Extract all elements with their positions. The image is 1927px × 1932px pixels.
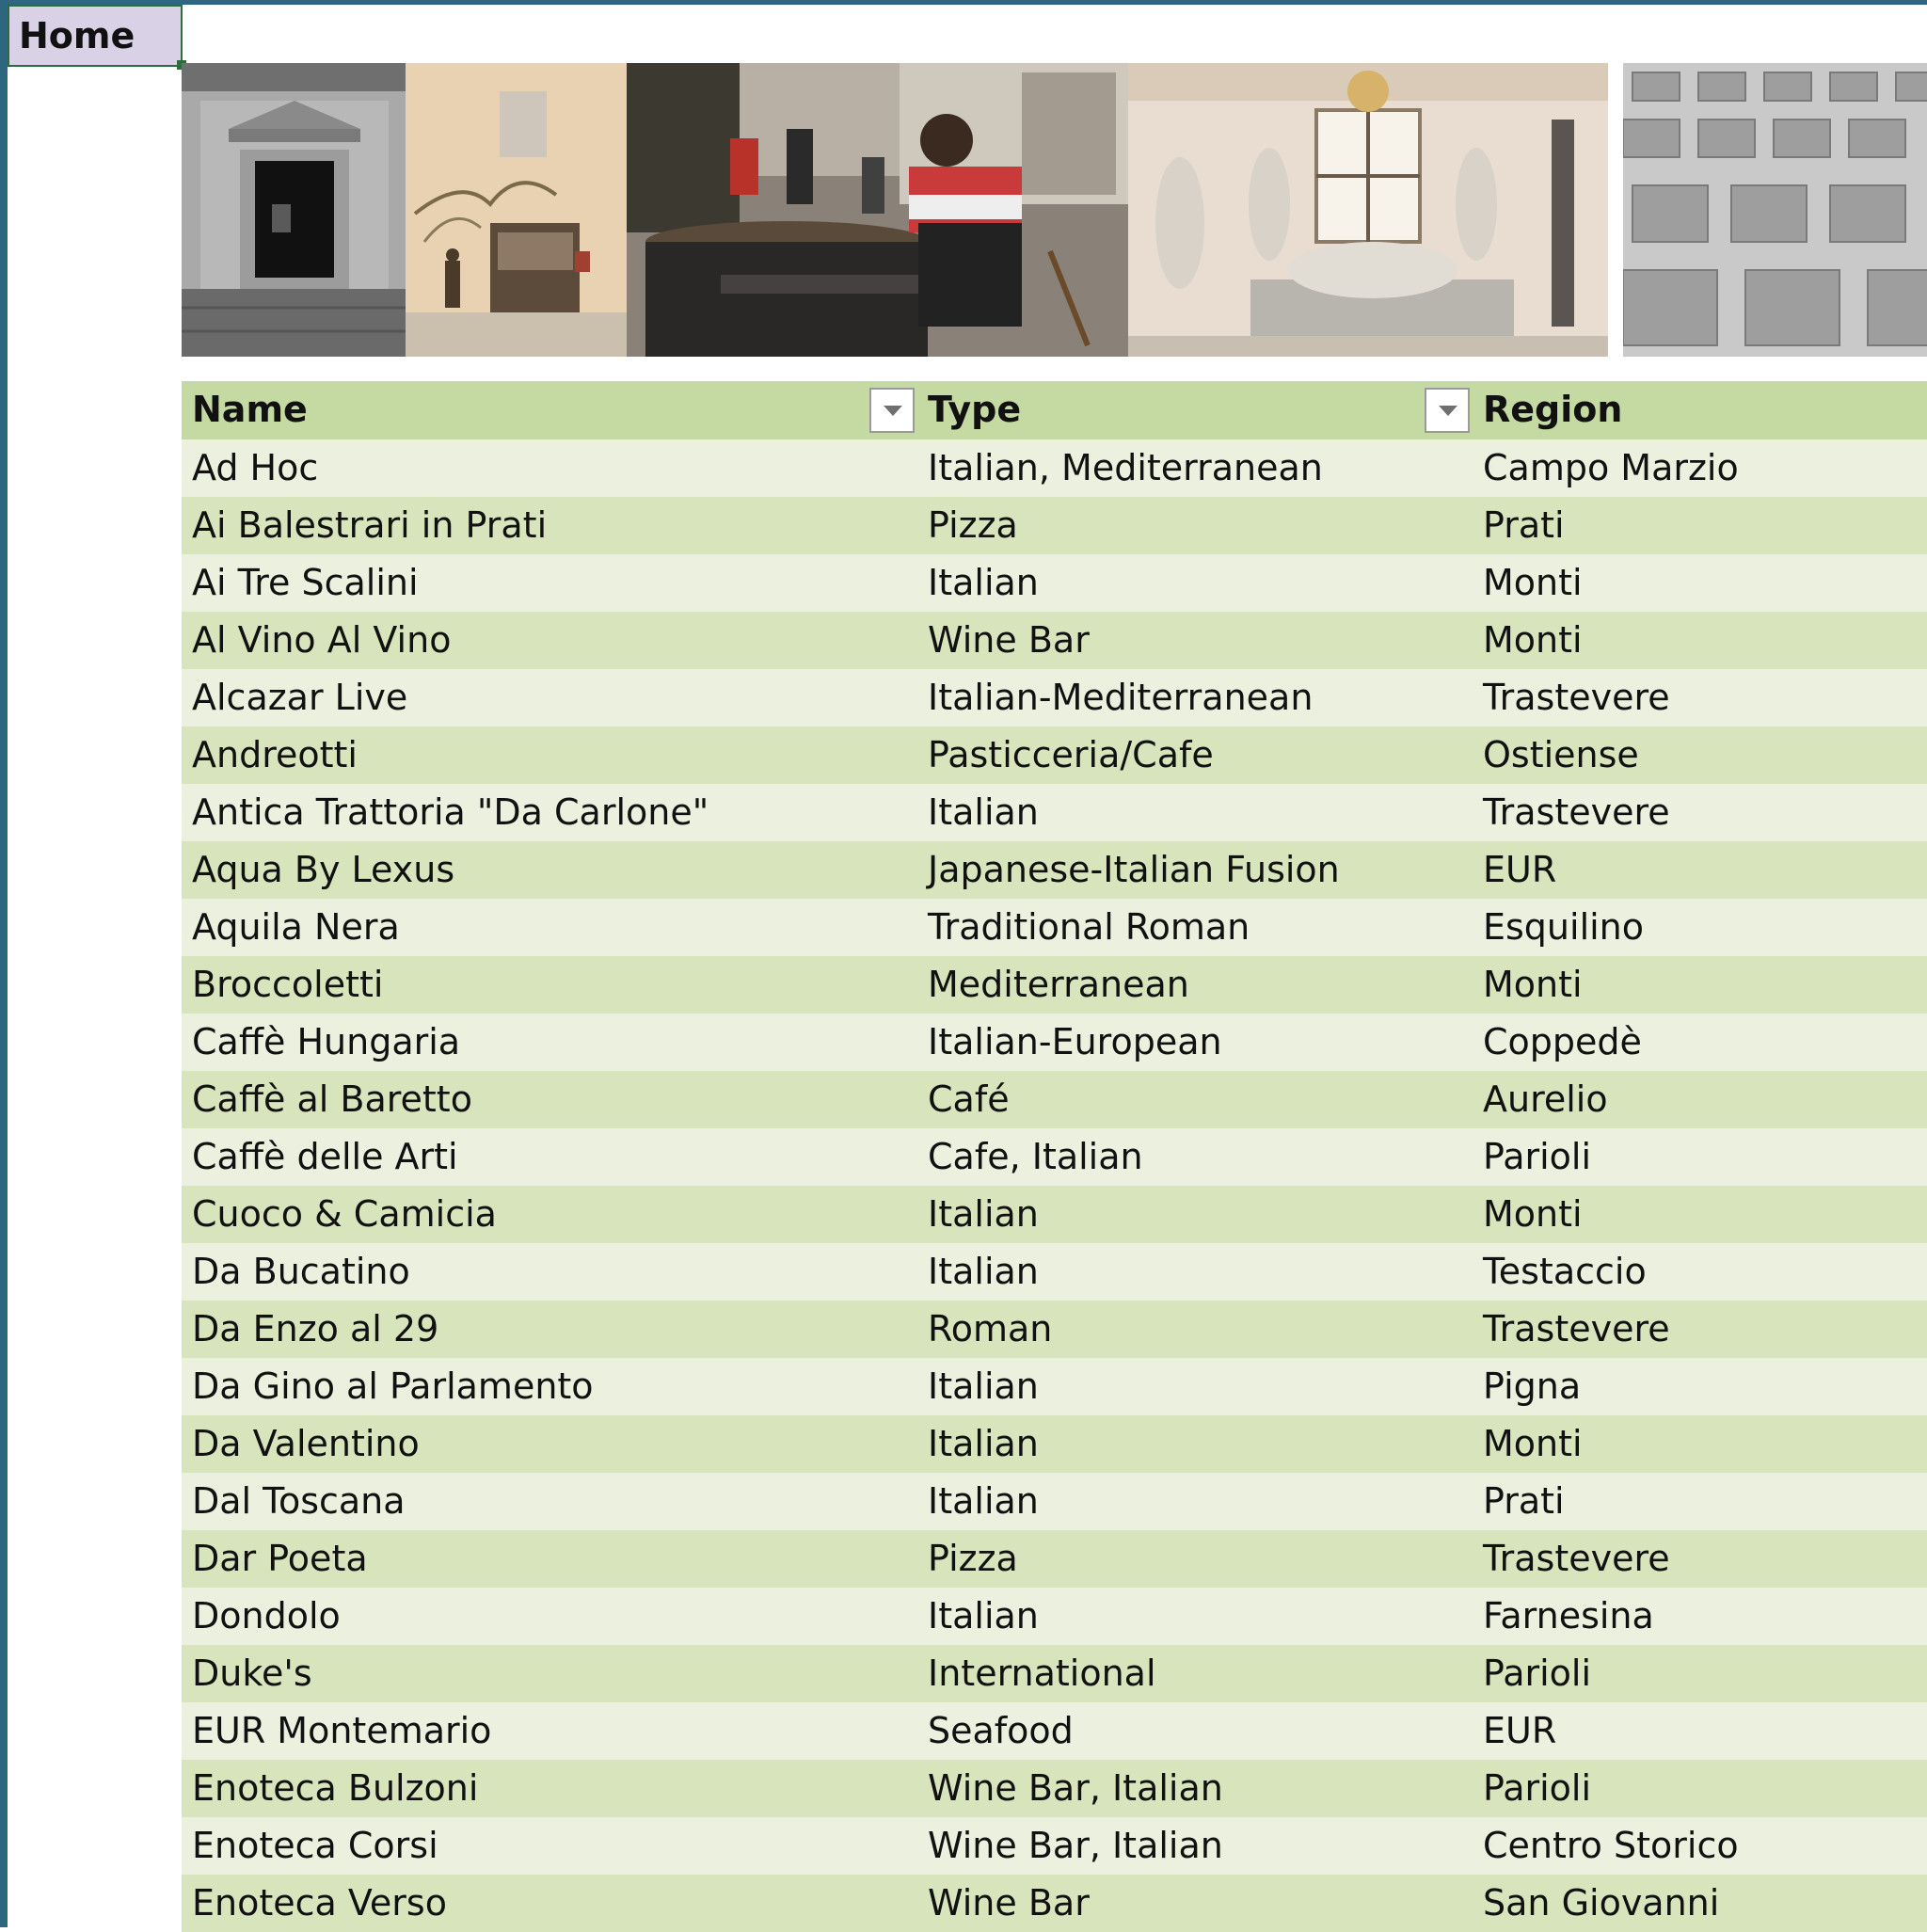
name-cell[interactable]: Al Vino Al Vino xyxy=(192,619,452,661)
name-cell[interactable]: EUR Montemario xyxy=(192,1710,492,1751)
name-cell[interactable]: Antica Trattoria "Da Carlone" xyxy=(192,791,709,833)
type-cell[interactable]: Italian xyxy=(928,1251,1039,1292)
name-cell[interactable]: Da Gino al Parlamento xyxy=(192,1365,594,1407)
table-row[interactable] xyxy=(182,1588,1927,1645)
table-row[interactable] xyxy=(182,1702,1927,1760)
type-cell[interactable]: Italian-European xyxy=(928,1021,1222,1062)
region-cell[interactable]: Trastevere xyxy=(1483,791,1670,833)
region-cell[interactable]: Trastevere xyxy=(1483,677,1670,718)
type-cell[interactable]: International xyxy=(928,1653,1156,1694)
region-cell[interactable]: Aurelio xyxy=(1483,1078,1608,1120)
table-row[interactable] xyxy=(182,1415,1927,1473)
name-cell[interactable]: Aqua By Lexus xyxy=(192,849,455,890)
type-cell[interactable]: Italian xyxy=(928,1423,1039,1464)
type-cell[interactable]: Italian xyxy=(928,1365,1039,1407)
market-vendor-photo xyxy=(627,63,1128,357)
region-cell[interactable]: Prati xyxy=(1483,504,1565,546)
name-cell[interactable]: Enoteca Verso xyxy=(192,1882,447,1924)
name-cell[interactable]: Da Bucatino xyxy=(192,1251,410,1292)
table-row[interactable] xyxy=(182,497,1927,554)
name-cell[interactable]: Ai Balestrari in Prati xyxy=(192,504,548,546)
table-row[interactable] xyxy=(182,1186,1927,1243)
name-cell[interactable]: Ad Hoc xyxy=(192,447,319,488)
name-column-header: Name xyxy=(192,389,308,430)
region-cell[interactable]: Parioli xyxy=(1483,1136,1592,1177)
home-button[interactable]: Home xyxy=(8,5,183,67)
sculpture-gallery-photo xyxy=(1128,63,1608,357)
table-row[interactable] xyxy=(182,1875,1927,1932)
name-cell[interactable]: Dar Poeta xyxy=(192,1538,368,1579)
region-cell[interactable]: Testaccio xyxy=(1483,1251,1647,1292)
name-cell[interactable]: Da Valentino xyxy=(192,1423,420,1464)
region-cell[interactable]: Campo Marzio xyxy=(1483,447,1739,488)
restaurant-table xyxy=(182,381,1927,1932)
table-row[interactable] xyxy=(182,956,1927,1014)
region-cell[interactable]: Pigna xyxy=(1483,1365,1582,1407)
region-cell[interactable]: Ostiense xyxy=(1483,734,1639,775)
chevron-down-icon xyxy=(884,406,902,416)
name-cell[interactable]: Enoteca Corsi xyxy=(192,1825,438,1866)
region-cell[interactable]: EUR xyxy=(1483,1710,1557,1751)
region-cell[interactable]: Farnesina xyxy=(1483,1595,1654,1637)
name-cell[interactable]: Dal Toscana xyxy=(192,1480,406,1522)
table-row[interactable] xyxy=(182,1760,1927,1817)
region-cell[interactable]: Coppedè xyxy=(1483,1021,1642,1062)
type-cell[interactable]: Cafe, Italian xyxy=(928,1136,1143,1177)
region-cell[interactable]: Parioli xyxy=(1483,1653,1592,1694)
type-cell[interactable]: Pizza xyxy=(928,1538,1018,1579)
name-filter-button[interactable] xyxy=(869,388,915,433)
type-column-header: Type xyxy=(928,389,1022,430)
type-cell[interactable]: Italian xyxy=(928,1193,1039,1235)
street-building-photo xyxy=(406,63,627,357)
type-cell[interactable]: Italian xyxy=(928,1595,1039,1637)
type-cell[interactable]: Traditional Roman xyxy=(928,906,1250,948)
table-row[interactable] xyxy=(182,784,1927,841)
region-cell[interactable]: San Giovanni xyxy=(1483,1882,1720,1924)
type-cell[interactable]: Italian xyxy=(928,562,1039,603)
name-cell[interactable]: Dondolo xyxy=(192,1595,341,1637)
table-row[interactable] xyxy=(182,612,1927,669)
region-cell[interactable]: EUR xyxy=(1483,849,1557,890)
region-column-header: Region xyxy=(1483,389,1623,430)
type-cell[interactable]: Pasticceria/Cafe xyxy=(928,734,1214,775)
table-header xyxy=(182,381,1927,439)
table-row[interactable] xyxy=(182,1301,1927,1358)
name-cell[interactable]: Andreotti xyxy=(192,734,358,775)
table-row[interactable] xyxy=(182,841,1927,899)
table-row[interactable] xyxy=(182,1358,1927,1415)
name-cell[interactable]: Duke's xyxy=(192,1653,312,1694)
region-cell[interactable]: Monti xyxy=(1483,619,1583,661)
table-row[interactable] xyxy=(182,1817,1927,1875)
type-cell[interactable]: Italian-Mediterranean xyxy=(928,677,1314,718)
table-row[interactable] xyxy=(182,1530,1927,1588)
type-cell[interactable]: Wine Bar, Italian xyxy=(928,1767,1223,1809)
region-cell[interactable]: Monti xyxy=(1483,964,1583,1005)
type-cell[interactable]: Café xyxy=(928,1078,1010,1120)
name-cell[interactable]: Cuoco & Camicia xyxy=(192,1193,497,1235)
type-cell[interactable]: Pizza xyxy=(928,504,1018,546)
type-cell[interactable]: Wine Bar xyxy=(928,619,1090,661)
photo-banner xyxy=(182,63,1927,357)
region-cell[interactable]: Trastevere xyxy=(1483,1308,1670,1349)
table-row[interactable] xyxy=(182,1014,1927,1071)
table-row[interactable] xyxy=(182,1473,1927,1530)
name-cell[interactable]: Da Enzo al 29 xyxy=(192,1308,439,1349)
name-cell[interactable]: Ai Tre Scalini xyxy=(192,562,419,603)
table-row[interactable] xyxy=(182,1128,1927,1186)
type-cell[interactable]: Japanese-Italian Fusion xyxy=(928,849,1340,890)
table-row[interactable] xyxy=(182,1243,1927,1301)
table-row[interactable] xyxy=(182,1071,1927,1128)
type-cell[interactable]: Wine Bar xyxy=(928,1882,1090,1924)
region-cell[interactable]: Monti xyxy=(1483,1423,1583,1464)
type-cell[interactable]: Mediterranean xyxy=(928,964,1189,1005)
table-body xyxy=(182,439,1927,1932)
name-cell[interactable]: Aquila Nera xyxy=(192,906,400,948)
table-row[interactable] xyxy=(182,726,1927,784)
type-cell[interactable]: Italian, Mediterranean xyxy=(928,447,1323,488)
chairs-photo xyxy=(1623,63,1927,357)
type-cell[interactable]: Italian xyxy=(928,791,1039,833)
type-cell[interactable]: Seafood xyxy=(928,1710,1074,1751)
region-cell[interactable]: Parioli xyxy=(1483,1767,1592,1809)
type-cell[interactable]: Italian xyxy=(928,1480,1039,1522)
table-row[interactable] xyxy=(182,554,1927,612)
name-cell[interactable]: Caffè delle Arti xyxy=(192,1136,458,1177)
region-cell[interactable]: Centro Storico xyxy=(1483,1825,1739,1866)
table-row[interactable] xyxy=(182,669,1927,726)
region-cell[interactable]: Monti xyxy=(1483,562,1583,603)
region-cell[interactable]: Prati xyxy=(1483,1480,1565,1522)
table-row[interactable] xyxy=(182,899,1927,956)
type-filter-button[interactable] xyxy=(1425,388,1470,433)
region-cell[interactable]: Esquilino xyxy=(1483,906,1645,948)
name-cell[interactable]: Caffè Hungaria xyxy=(192,1021,461,1062)
name-cell[interactable]: Enoteca Bulzoni xyxy=(192,1767,479,1809)
table-row[interactable] xyxy=(182,439,1927,497)
region-cell[interactable]: Monti xyxy=(1483,1193,1583,1235)
church-doorway-photo xyxy=(182,63,406,357)
chevron-down-icon xyxy=(1439,406,1457,416)
table-row[interactable] xyxy=(182,1645,1927,1702)
region-cell[interactable]: Trastevere xyxy=(1483,1538,1670,1579)
name-cell[interactable]: Broccoletti xyxy=(192,964,384,1005)
name-cell[interactable]: Caffè al Baretto xyxy=(192,1078,472,1120)
type-cell[interactable]: Roman xyxy=(928,1308,1053,1349)
name-cell[interactable]: Alcazar Live xyxy=(192,677,408,718)
type-cell[interactable]: Wine Bar, Italian xyxy=(928,1825,1223,1866)
